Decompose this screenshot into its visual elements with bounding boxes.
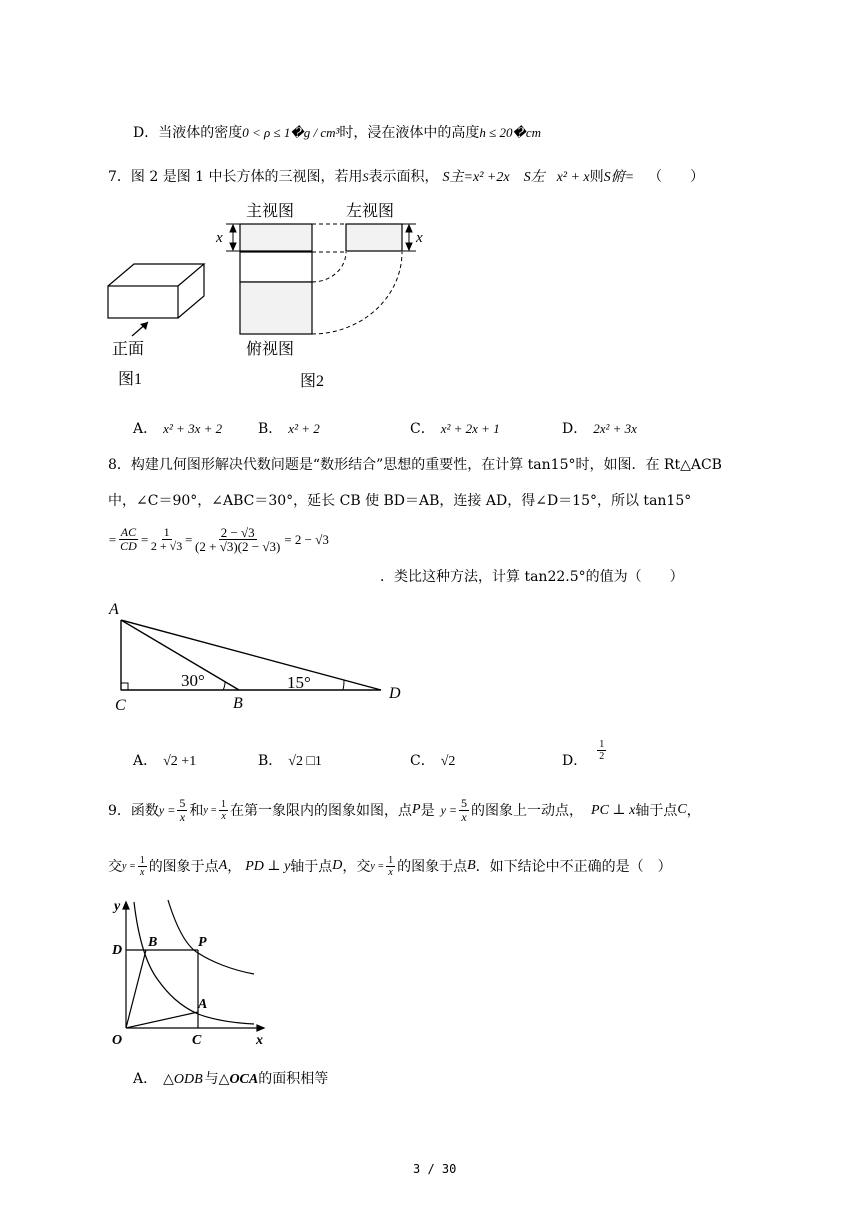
q8-result: = 2 − √3 bbox=[284, 531, 329, 547]
q8-frac3-den: (2 + √3)(2 − √3) bbox=[195, 539, 281, 554]
segment-ad bbox=[121, 620, 381, 690]
q9-y-eq3: y = bbox=[440, 802, 458, 817]
dim-x-right: x bbox=[416, 230, 423, 246]
curve-y-1-over-x bbox=[134, 902, 254, 1024]
front-arrow-head bbox=[140, 322, 148, 330]
q7-option-b[interactable] bbox=[258, 418, 320, 438]
q8-line1: 8．构建几何图形解决代数问题是“数形结合”思想的重要性，在计算 tan15°时，如图．在 Rt△ACB bbox=[108, 457, 722, 473]
q9-s8: 的图象于点 bbox=[397, 859, 468, 875]
q9-s4: 轴于点 bbox=[635, 803, 678, 819]
q8-option-c-expr: √2 bbox=[440, 754, 456, 769]
main-view-rect bbox=[240, 224, 312, 251]
fig9-y: y bbox=[114, 899, 121, 914]
q7-s-left: S左 bbox=[523, 170, 545, 185]
q9-pd-perp: PD ⊥ y bbox=[245, 858, 291, 874]
q8-option-a-expr: √2 +1 bbox=[163, 754, 197, 769]
q7-option-c[interactable] bbox=[410, 418, 500, 438]
q9-frac-1x bbox=[219, 799, 228, 822]
label-fig1: 图1 bbox=[118, 371, 143, 388]
point-b: B bbox=[233, 695, 243, 712]
segment-ab bbox=[121, 620, 239, 690]
point-a: A bbox=[109, 601, 119, 618]
dimension-left bbox=[226, 224, 240, 251]
q9-y-eq2: y = bbox=[203, 804, 218, 816]
q7-s-top: S俯= bbox=[603, 170, 635, 185]
q8-option-d-label: D． bbox=[562, 753, 588, 769]
q8-figure bbox=[105, 596, 415, 714]
q7-option-b-expr: x² + 2 bbox=[288, 421, 320, 436]
q7-option-d-expr: 2x² + 3x bbox=[593, 421, 637, 436]
fig9-a: A bbox=[198, 997, 208, 1012]
cuboid-drawing bbox=[108, 264, 204, 318]
q8-option-b-expr: √2 □1 bbox=[288, 754, 322, 769]
q8-option-d-num: 1 bbox=[599, 739, 605, 750]
q9-s3: 的图象上一动点， bbox=[471, 803, 584, 819]
q9-frac5-den: x bbox=[388, 866, 393, 878]
q9-frac2-num: 1 bbox=[221, 798, 227, 810]
q7-option-b-label: B． bbox=[258, 421, 283, 437]
q7-option-c-expr: x² + 2x + 1 bbox=[440, 421, 500, 436]
q8-option-d-frac bbox=[597, 739, 606, 762]
q9-comma: ， bbox=[686, 803, 701, 819]
q9-s2: 是 bbox=[420, 803, 435, 819]
q8-option-c-label: C． bbox=[410, 753, 435, 769]
q9-a: A bbox=[218, 858, 228, 873]
q9-s7: ，交 bbox=[342, 859, 371, 875]
q9-y-eq5: y = bbox=[370, 860, 385, 872]
label-fig2: 图2 bbox=[300, 373, 325, 390]
q6-option-d bbox=[133, 122, 541, 142]
q8-option-b-label: B． bbox=[258, 753, 283, 769]
dim-x-left: x bbox=[216, 230, 223, 246]
top-view-rect bbox=[240, 282, 312, 334]
page-number: 3 / 30 bbox=[413, 1162, 457, 1176]
q8-option-a[interactable] bbox=[133, 750, 196, 770]
q8-line2: 中，∠C＝90°，∠ABC＝30°，延长 CB 使 BD＝AB，连接 AD，得∠D＝15°，所以 tan15° bbox=[108, 493, 692, 509]
q9-frac5-num: 1 bbox=[388, 854, 394, 866]
q7-then: 则 bbox=[589, 169, 604, 185]
q9-y-eq1: y = bbox=[158, 802, 176, 817]
q9-frac3-den: x bbox=[461, 809, 467, 824]
q9-c: C bbox=[677, 802, 687, 817]
q9-pc-perp: PC ⊥ x bbox=[591, 802, 636, 818]
q6d-mid: 时，浸在液体中的高度 bbox=[339, 125, 480, 141]
q8-eq2: = bbox=[140, 531, 149, 547]
q8-option-b[interactable] bbox=[258, 750, 322, 770]
q7-option-d[interactable] bbox=[562, 418, 637, 438]
fig9-d: D bbox=[112, 943, 123, 958]
q9-s6: 轴于点 bbox=[290, 859, 333, 875]
q9-option-a-odb: △ODB bbox=[163, 1072, 203, 1087]
q9-option-a-label: A． bbox=[133, 1071, 158, 1087]
q8-frac-1 bbox=[151, 526, 182, 553]
q7-s-main: S主=x² +2x bbox=[442, 170, 510, 185]
point-c: C bbox=[115, 697, 126, 714]
q9-y-eq4: y = bbox=[122, 860, 136, 872]
q9-frac4-num: 1 bbox=[139, 854, 145, 866]
q6d-prefix: D．当液体的密度 bbox=[133, 125, 243, 141]
q9-prefix: 9．函数 bbox=[108, 803, 159, 819]
fig9-x: x bbox=[256, 1033, 263, 1048]
q9-s9: ．如下结论中不正确的是（ ） bbox=[475, 859, 672, 875]
q7-option-a[interactable] bbox=[133, 418, 222, 438]
label-left-view: 左视图 bbox=[346, 203, 395, 220]
q7-s-symbol: S bbox=[362, 170, 369, 184]
right-angle-mark bbox=[121, 683, 128, 690]
q7-option-a-expr: x² + 3x + 2 bbox=[163, 421, 223, 436]
q8-frac-ac-cd bbox=[119, 526, 138, 553]
q9-s1: 在第一象限内的图象如图，点 bbox=[230, 803, 413, 819]
angle-15-label: 15° bbox=[287, 673, 311, 692]
q9-frac3-num: 5 bbox=[461, 795, 468, 810]
axis-x-arrow bbox=[257, 1025, 264, 1031]
q7-stem-text2: 表示面积， bbox=[368, 169, 439, 185]
q9-frac1-den: x bbox=[179, 809, 186, 824]
q8-frac-rationalize bbox=[195, 526, 280, 553]
axis-y-arrow bbox=[123, 902, 129, 909]
q7-stem bbox=[108, 166, 704, 186]
q8-frac1-den: CD bbox=[120, 539, 137, 553]
q8-frac2-den: 2 + √3 bbox=[150, 539, 183, 553]
q8-frac2-num: 1 bbox=[163, 525, 170, 539]
fig9-c: C bbox=[192, 1033, 202, 1048]
q8-option-a-label: A． bbox=[133, 753, 158, 769]
point-d: D bbox=[389, 685, 401, 702]
q8-frac3-num: 2 − √3 bbox=[220, 525, 255, 540]
label-top-view: 俯视图 bbox=[246, 341, 295, 358]
fig9-p: P bbox=[198, 935, 207, 950]
q7-option-c-label: C． bbox=[410, 421, 435, 437]
q9-line1 bbox=[108, 790, 701, 830]
top-view-strip bbox=[240, 252, 312, 282]
arc-15 bbox=[343, 680, 344, 690]
q9-line2 bbox=[108, 846, 672, 886]
q8-tail: ．类比这种方法，计算 tan22.5°的值为（ ） bbox=[380, 569, 684, 585]
arc-30 bbox=[223, 682, 225, 690]
q7-answer-paren: （ ） bbox=[648, 169, 705, 185]
q9-jiao: 交 bbox=[108, 859, 122, 875]
q9-frac2-den: x bbox=[221, 810, 226, 822]
q9-frac4-den: x bbox=[139, 866, 145, 878]
q7-option-d-label: D． bbox=[562, 421, 588, 437]
q7-s-left-expr: x² + x bbox=[556, 170, 590, 185]
q9-option-a-tail: 的面积相等 bbox=[258, 1071, 329, 1087]
segment-oa bbox=[126, 1012, 198, 1028]
q9-b: B bbox=[467, 858, 476, 873]
q7-option-a-label: A． bbox=[133, 421, 158, 437]
q9-frac-1x-2 bbox=[138, 855, 147, 878]
q9-frac-5x bbox=[177, 797, 187, 824]
q8-option-d-den: 2 bbox=[599, 751, 605, 762]
q9-frac1-num: 5 bbox=[179, 795, 186, 810]
q8-option-c[interactable] bbox=[410, 750, 455, 770]
q6d-density-condition: 0 < ρ ≤ 1�g / cm³ bbox=[242, 125, 340, 140]
q9-figure bbox=[102, 896, 282, 1052]
q7-figure bbox=[100, 196, 440, 396]
label-front: 正面 bbox=[112, 341, 145, 358]
fig9-b: B bbox=[148, 935, 158, 950]
curve-y-5-over-x bbox=[168, 900, 254, 974]
q9-s5: 的图象于点 bbox=[148, 859, 219, 875]
label-main-view: 主视图 bbox=[246, 203, 295, 220]
q8-frac1-num: AC bbox=[120, 525, 137, 539]
q9-option-a[interactable] bbox=[133, 1068, 328, 1088]
left-view-rect bbox=[346, 224, 402, 251]
q8-option-d[interactable] bbox=[562, 738, 608, 770]
q9-option-a-and: 与 bbox=[204, 1071, 219, 1087]
q9-and: 和 bbox=[189, 803, 204, 819]
q9-frac-1x-3 bbox=[386, 855, 395, 878]
q8-formula bbox=[108, 526, 329, 553]
q7-stem-text: 7．图 2 是图 1 中长方体的三视图，若用 bbox=[108, 169, 363, 185]
fig9-o: O bbox=[112, 1033, 123, 1048]
q9-d: D bbox=[332, 858, 343, 873]
dimension-right bbox=[402, 224, 416, 251]
q8-eq: = bbox=[108, 531, 117, 547]
q9-option-a-oca: △OCA bbox=[218, 1072, 259, 1087]
q9-comma2: ， bbox=[227, 859, 242, 875]
q9-frac-5x-2 bbox=[459, 797, 469, 824]
angle-30-label: 30° bbox=[181, 671, 205, 690]
q8-eq3: = bbox=[184, 531, 194, 547]
segment-ob bbox=[126, 950, 146, 1028]
q9-p: P bbox=[412, 802, 421, 817]
q6d-height-condition: h ≤ 20�cm bbox=[479, 125, 542, 140]
